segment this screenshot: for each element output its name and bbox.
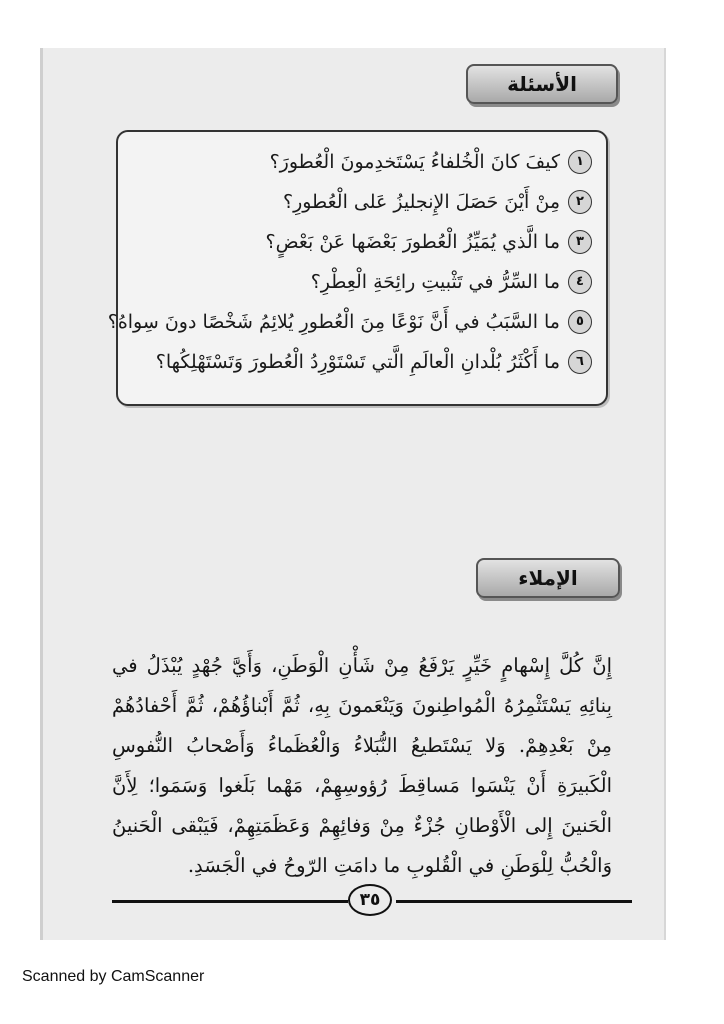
question-number-badge: ١ [568, 150, 592, 174]
question-text: ما السَّبَبُ في أَنَّ نَوْعًا مِنَ الْعُطورِ يُلائِمُ شَخْصًا دونَ سِواهُ؟ [107, 311, 560, 333]
question-item [132, 222, 592, 262]
question-text: ما أَكْثَرُ بُلْدانِ الْعالَمِ الَّتي تَسْتَوْرِدُ الْعُطورَ وَتَسْتَهْلِكُها؟ [155, 351, 560, 373]
scanner-watermark: Scanned by CamScanner [22, 968, 205, 985]
question-text: ما الَّذي يُمَيِّزُ الْعُطورَ بَعْضَها عَنْ بَعْضٍ؟ [265, 231, 560, 253]
questions-list [107, 142, 592, 382]
question-number-badge: ٣ [568, 230, 592, 254]
question-item [132, 182, 592, 222]
question-item [107, 302, 592, 342]
dictation-paragraph: إِنَّ كُلَّ إِسْهامٍ خَيِّرٍ يَرْفَعُ مِنْ شَأْنِ الْوَطَنِ، وَأَيَّ جُهْدٍ يُبْذَلُ في بِنائِهِ يَسْتَثْمِرُهُ الْمُواطِنونَ وَيَنْعَمونَ بِهِ، ثُمَّ أَبْناؤُهُمْ، ثُمَّ أَحْفادُهُمْ مِنْ بَعْدِهِمْ. وَلا يَسْتَطيعُ النُّبَلاءُ وَالْعُظَماءُ وَأَصْحابُ النُّفوسِ الْكَبيرَةِ أَنْ يَنْسَوا مَساقِطَ رُؤوسِهِمْ، مَهْما بَلَغوا وَسَمَوا؛ لِأَنَّ الْحَنينَ إِلى الْأَوْطانِ جُزْءٌ مِنْ وَفائِهِمْ وَعَظَمَتِهِمْ، فَيَبْقى الْحَنينُ وَالْحُبُّ لِلْوَطَنِ في الْقُلوبِ ما دامَتِ الرّوحُ في الْجَسَدِ. [112, 653, 612, 877]
question-text: مِنْ أَيْنَ حَصَلَ الإِنجليزُ عَلى الْعُطورِ؟ [282, 191, 560, 213]
question-number-badge: ٥ [568, 310, 592, 334]
questions-section-title: الأسئلة [466, 64, 618, 104]
question-text: كيفَ كانَ الْخُلفاءُ يَسْتَخدِمونَ الْعُطورَ؟ [269, 151, 560, 173]
questions-box [107, 130, 608, 406]
question-item [132, 142, 592, 182]
footer-rule-right [396, 900, 632, 903]
question-item [132, 342, 592, 382]
question-number-badge: ٦ [568, 350, 592, 374]
question-text: ما السِّرُّ في تَثْبيتِ رائِحَةِ الْعِطْرِ؟ [310, 271, 560, 293]
page-gutter-shadow [40, 48, 43, 940]
question-number-badge: ٤ [568, 270, 592, 294]
question-item [132, 262, 592, 302]
page-number: ٣٥ [348, 884, 392, 916]
footer-rule-left [112, 900, 348, 903]
dictation-section-title: الإملاء [476, 558, 620, 598]
question-number-badge: ٢ [568, 190, 592, 214]
